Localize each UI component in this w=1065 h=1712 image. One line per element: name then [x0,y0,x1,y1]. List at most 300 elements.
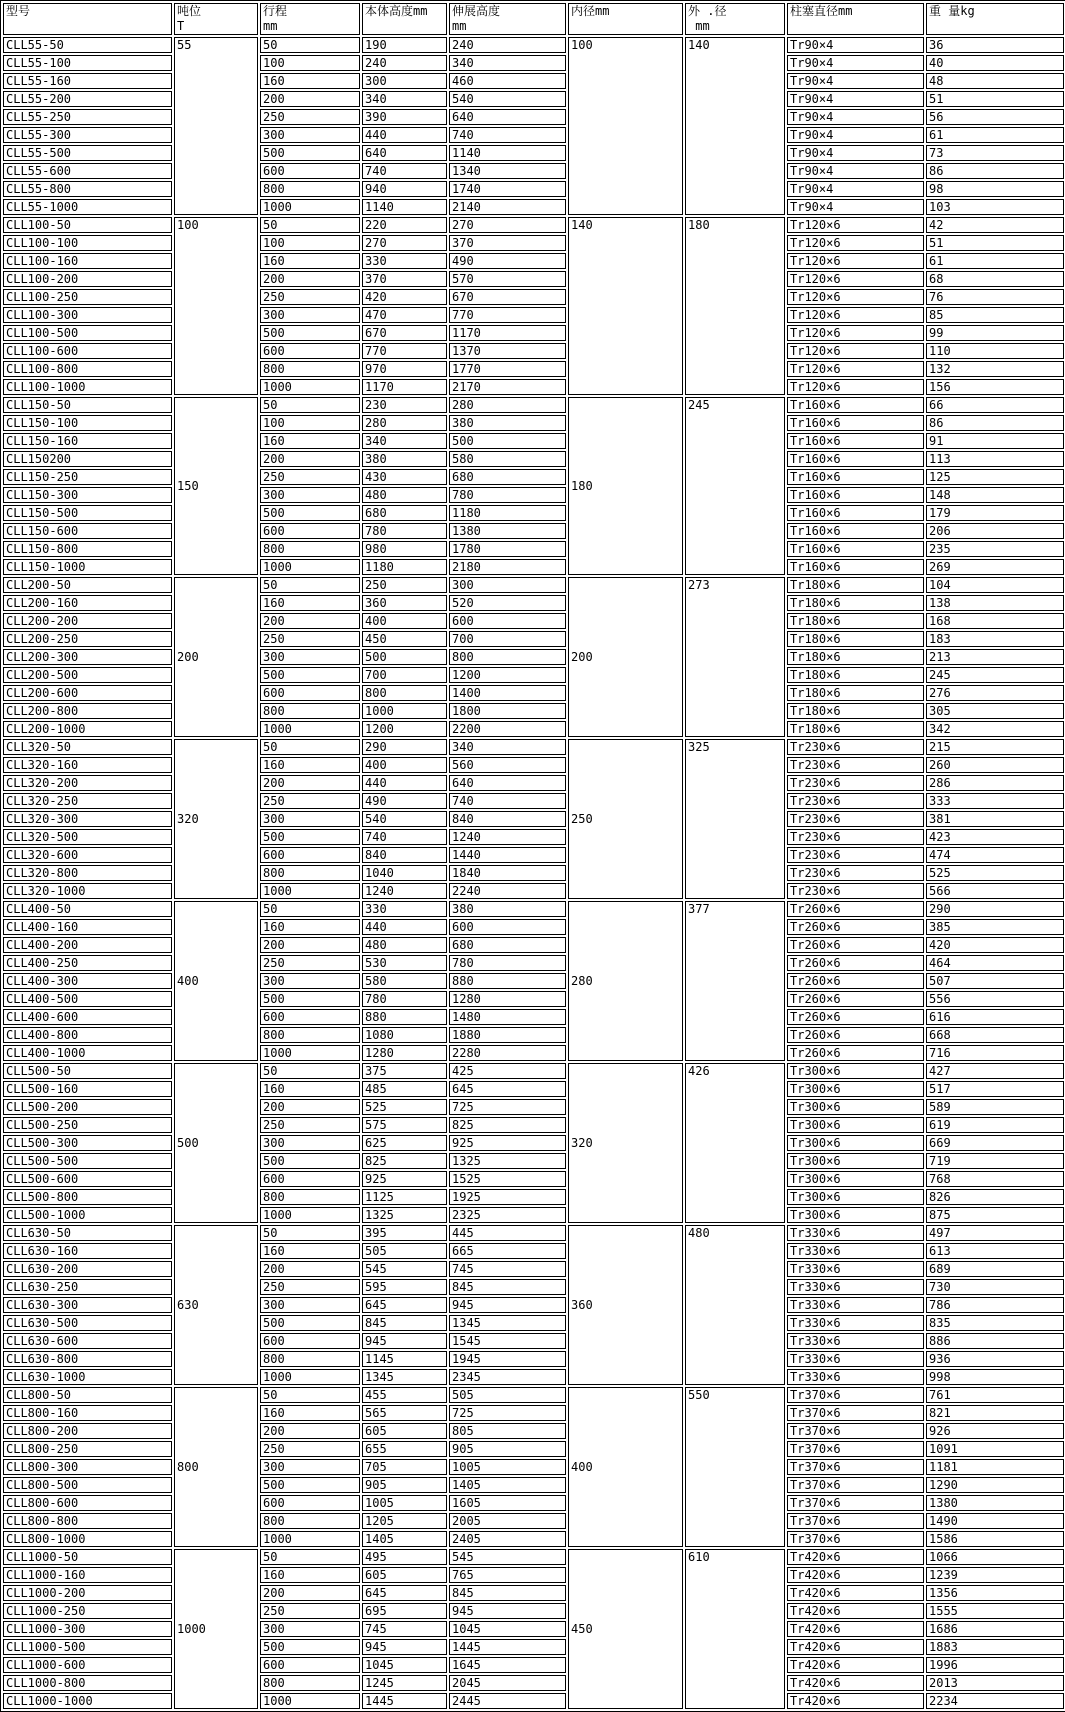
cell-weight: 1686 [926,1621,1064,1637]
table-row [3,1549,1064,1565]
column-header-tonnage-line: 吨位 [177,4,202,18]
cell-weight: 761 [926,1387,1064,1403]
cell-model: CLL500-1000 [3,1207,172,1223]
cell-plunger-diameter: Tr300×6 [787,1189,924,1205]
column-header-plunger-diameter [787,3,924,35]
cell-body-height: 400 [362,757,447,773]
cell-weight: 835 [926,1315,1064,1331]
cell-extended-height: 2170 [449,379,566,395]
cell-weight: 669 [926,1135,1064,1151]
cell-stroke: 250 [260,469,360,485]
cell-body-height: 1245 [362,1675,447,1691]
cell-plunger-diameter: Tr230×6 [787,775,924,791]
cell-extended-height: 1200 [449,667,566,683]
cell-plunger-diameter: Tr330×6 [787,1297,924,1313]
cell-plunger-diameter: Tr180×6 [787,613,924,629]
cell-weight: 260 [926,757,1064,773]
cell-weight: 179 [926,505,1064,521]
cell-model: CLL150-50 [3,397,172,413]
cell-weight: 51 [926,91,1064,107]
cell-plunger-diameter: Tr330×6 [787,1369,924,1385]
cell-weight: 875 [926,1207,1064,1223]
table-row [3,829,1064,845]
cell-model: CLL320-800 [3,865,172,881]
table-row [3,1297,1064,1313]
cell-body-height: 360 [362,595,447,611]
table-row [3,793,1064,809]
cell-stroke: 160 [260,1405,360,1421]
cell-model: CLL55-250 [3,109,172,125]
cell-extended-height: 1170 [449,325,566,341]
cell-model: CLL200-50 [3,577,172,593]
cell-extended-height: 240 [449,37,566,53]
table-row [3,271,1064,287]
cell-model: CLL1000-50 [3,1549,172,1565]
table-body [3,37,1064,1709]
cell-weight: 290 [926,901,1064,917]
table-row [3,919,1064,935]
table-row [3,1009,1064,1025]
cell-weight: 556 [926,991,1064,1007]
cell-model: CLL630-800 [3,1351,172,1367]
cell-weight: 381 [926,811,1064,827]
cell-stroke: 300 [260,487,360,503]
cell-body-height: 845 [362,1315,447,1331]
cell-plunger-diameter: Tr90×4 [787,109,924,125]
cell-extended-height: 2445 [449,1693,566,1709]
cell-body-height: 455 [362,1387,447,1403]
cell-stroke: 600 [260,1495,360,1511]
cell-body-height: 1140 [362,199,447,215]
table-row [3,991,1064,1007]
cell-stroke: 1000 [260,1693,360,1709]
cell-body-height: 970 [362,361,447,377]
cell-plunger-diameter: Tr120×6 [787,253,924,269]
table-row [3,1531,1064,1547]
cell-model: CLL400-50 [3,901,172,917]
cell-plunger-diameter: Tr420×6 [787,1621,924,1637]
cell-weight: 497 [926,1225,1064,1241]
cell-stroke: 800 [260,181,360,197]
cell-model: CLL500-250 [3,1117,172,1133]
cell-plunger-diameter: Tr330×6 [787,1351,924,1367]
cell-model: CLL150-300 [3,487,172,503]
cell-body-height: 1170 [362,379,447,395]
table-row [3,1603,1064,1619]
cell-stroke: 600 [260,343,360,359]
cell-body-height: 250 [362,577,447,593]
cell-plunger-diameter: Tr370×6 [787,1513,924,1529]
cell-model: CLL55-600 [3,163,172,179]
table-row [3,631,1064,647]
cell-stroke: 250 [260,289,360,305]
cell-outer-diameter: 426 [685,1063,785,1223]
table-row [3,1153,1064,1169]
cell-weight: 423 [926,829,1064,845]
cell-plunger-diameter: Tr330×6 [787,1333,924,1349]
cell-body-height: 640 [362,145,447,161]
cell-outer-diameter: 480 [685,1225,785,1385]
cell-plunger-diameter: Tr90×4 [787,145,924,161]
column-header-weight-line: 重 量kg [929,4,975,18]
cell-model: CLL630-300 [3,1297,172,1313]
cell-model: CLL500-200 [3,1099,172,1115]
cell-extended-height: 500 [449,433,566,449]
cell-plunger-diameter: Tr120×6 [787,343,924,359]
cell-model: CLL150-160 [3,433,172,449]
cell-extended-height: 1240 [449,829,566,845]
cell-extended-height: 1525 [449,1171,566,1187]
cell-weight: 616 [926,1009,1064,1025]
cell-inner-diameter: 450 [568,1549,683,1709]
cell-weight: 2234 [926,1693,1064,1709]
cell-extended-height: 1945 [449,1351,566,1367]
cell-body-height: 440 [362,919,447,935]
cell-extended-height: 560 [449,757,566,773]
cell-model: CLL55-160 [3,73,172,89]
cell-extended-height: 1405 [449,1477,566,1493]
column-header-outer-diameter-line: mm [688,19,710,33]
cell-weight: 245 [926,667,1064,683]
table-row [3,1315,1064,1331]
cell-body-height: 240 [362,55,447,71]
cell-weight: 333 [926,793,1064,809]
cell-plunger-diameter: Tr230×6 [787,739,924,755]
cell-model: CLL100-800 [3,361,172,377]
cell-extended-height: 770 [449,307,566,323]
cell-stroke: 200 [260,613,360,629]
cell-extended-height: 580 [449,451,566,467]
cell-inner-diameter: 180 [568,397,683,575]
cell-stroke: 500 [260,325,360,341]
column-header-model [3,3,172,35]
column-header-outer-diameter-line: 外 .径 [688,4,727,18]
cell-body-height: 1280 [362,1045,447,1061]
cell-body-height: 1445 [362,1693,447,1709]
cell-plunger-diameter: Tr300×6 [787,1117,924,1133]
cell-weight: 768 [926,1171,1064,1187]
table-row [3,811,1064,827]
cell-model: CLL320-600 [3,847,172,863]
cell-extended-height: 645 [449,1081,566,1097]
cell-stroke: 600 [260,1009,360,1025]
cell-stroke: 1000 [260,379,360,395]
cell-stroke: 300 [260,811,360,827]
cell-model: CLL55-200 [3,91,172,107]
column-header-outer-diameter [685,3,785,35]
cell-extended-height: 740 [449,127,566,143]
cell-tonnage: 500 [174,1063,258,1223]
cell-stroke: 500 [260,505,360,521]
cell-model: CLL800-200 [3,1423,172,1439]
table-row [3,397,1064,413]
cell-plunger-diameter: Tr370×6 [787,1441,924,1457]
cell-weight: 619 [926,1117,1064,1133]
cell-tonnage: 630 [174,1225,258,1385]
cell-body-height: 695 [362,1603,447,1619]
table-row [3,1693,1064,1709]
cell-extended-height: 1445 [449,1639,566,1655]
cell-model: CLL400-1000 [3,1045,172,1061]
cell-body-height: 370 [362,271,447,287]
cell-body-height: 280 [362,415,447,431]
cell-body-height: 1005 [362,1495,447,1511]
cell-body-height: 770 [362,343,447,359]
cell-plunger-diameter: Tr230×6 [787,829,924,845]
cell-tonnage: 800 [174,1387,258,1547]
cell-model: CLL800-160 [3,1405,172,1421]
cell-weight: 517 [926,1081,1064,1097]
cell-inner-diameter: 200 [568,577,683,737]
column-header-stroke-line: mm [263,19,278,33]
cell-plunger-diameter: Tr420×6 [787,1603,924,1619]
cell-weight: 1066 [926,1549,1064,1565]
cell-body-height: 340 [362,91,447,107]
cell-body-height: 505 [362,1243,447,1259]
cell-extended-height: 370 [449,235,566,251]
cell-model: CLL100-250 [3,289,172,305]
cell-stroke: 1000 [260,883,360,899]
cell-body-height: 645 [362,1585,447,1601]
cell-model: CLL150-250 [3,469,172,485]
cell-plunger-diameter: Tr330×6 [787,1279,924,1295]
cell-model: CLL320-300 [3,811,172,827]
cell-body-height: 645 [362,1297,447,1313]
cell-stroke: 50 [260,397,360,413]
cell-weight: 1356 [926,1585,1064,1601]
cell-extended-height: 570 [449,271,566,287]
cell-extended-height: 680 [449,469,566,485]
cell-model: CLL320-1000 [3,883,172,899]
cell-stroke: 600 [260,523,360,539]
cell-plunger-diameter: Tr90×4 [787,91,924,107]
cell-body-height: 880 [362,1009,447,1025]
cell-inner-diameter: 140 [568,217,683,395]
cell-plunger-diameter: Tr300×6 [787,1153,924,1169]
cell-plunger-diameter: Tr420×6 [787,1567,924,1583]
cell-model: CLL400-800 [3,1027,172,1043]
cell-stroke: 100 [260,55,360,71]
cell-stroke: 250 [260,955,360,971]
cell-plunger-diameter: Tr370×6 [787,1477,924,1493]
cell-plunger-diameter: Tr260×6 [787,901,924,917]
cell-plunger-diameter: Tr90×4 [787,73,924,89]
cell-plunger-diameter: Tr370×6 [787,1423,924,1439]
cell-weight: 235 [926,541,1064,557]
cell-extended-height: 1800 [449,703,566,719]
column-header-plunger-diameter-line: 柱塞直径mm [790,4,853,18]
cell-plunger-diameter: Tr180×6 [787,667,924,683]
cell-stroke: 800 [260,1675,360,1691]
cell-extended-height: 340 [449,739,566,755]
cell-model: CLL100-160 [3,253,172,269]
cell-extended-height: 2345 [449,1369,566,1385]
cell-extended-height: 640 [449,109,566,125]
cell-stroke: 200 [260,1585,360,1601]
table-row [3,973,1064,989]
cell-plunger-diameter: Tr230×6 [787,757,924,773]
cell-model: CLL150-500 [3,505,172,521]
cell-stroke: 800 [260,865,360,881]
cell-body-height: 270 [362,235,447,251]
cell-extended-height: 780 [449,487,566,503]
cell-body-height: 230 [362,397,447,413]
cell-model: CLL55-100 [3,55,172,71]
cell-plunger-diameter: Tr90×4 [787,181,924,197]
cell-stroke: 160 [260,1243,360,1259]
table-row [3,775,1064,791]
cell-body-height: 605 [362,1423,447,1439]
table-row [3,433,1064,449]
cell-inner-diameter: 400 [568,1387,683,1547]
cell-weight: 156 [926,379,1064,395]
cell-plunger-diameter: Tr120×6 [787,361,924,377]
cell-stroke: 250 [260,109,360,125]
cell-plunger-diameter: Tr90×4 [787,37,924,53]
cell-stroke: 250 [260,631,360,647]
cell-model: CLL500-160 [3,1081,172,1097]
cell-weight: 103 [926,199,1064,215]
cell-model: CLL400-200 [3,937,172,953]
cell-stroke: 160 [260,433,360,449]
table-row [3,1333,1064,1349]
cell-extended-height: 1440 [449,847,566,863]
table-row [3,361,1064,377]
table-row [3,1351,1064,1367]
table-row [3,505,1064,521]
table-row [3,37,1064,53]
cell-model: CLL500-500 [3,1153,172,1169]
cell-extended-height: 505 [449,1387,566,1403]
cell-model: CLL630-500 [3,1315,172,1331]
cell-model: CLL500-50 [3,1063,172,1079]
cell-weight: 269 [926,559,1064,575]
cell-plunger-diameter: Tr300×6 [787,1171,924,1187]
cell-inner-diameter: 100 [568,37,683,215]
cell-extended-height: 2325 [449,1207,566,1223]
cell-body-height: 430 [362,469,447,485]
cell-extended-height: 945 [449,1297,566,1313]
table-row [3,73,1064,89]
cell-weight: 385 [926,919,1064,935]
cell-weight: 56 [926,109,1064,125]
cell-extended-height: 945 [449,1603,566,1619]
cell-extended-height: 1480 [449,1009,566,1025]
cell-weight: 1586 [926,1531,1064,1547]
cell-weight: 276 [926,685,1064,701]
cell-body-height: 545 [362,1261,447,1277]
cell-extended-height: 270 [449,217,566,233]
cell-body-height: 705 [362,1459,447,1475]
cell-weight: 86 [926,163,1064,179]
cell-stroke: 100 [260,415,360,431]
cell-stroke: 160 [260,1567,360,1583]
cell-extended-height: 745 [449,1261,566,1277]
cell-stroke: 250 [260,1117,360,1133]
cell-weight: 668 [926,1027,1064,1043]
cell-extended-height: 1780 [449,541,566,557]
cell-body-height: 840 [362,847,447,863]
cell-model: CLL200-250 [3,631,172,647]
table-row [3,1495,1064,1511]
cell-extended-height: 300 [449,577,566,593]
cell-body-height: 480 [362,937,447,953]
cell-extended-height: 380 [449,415,566,431]
cell-stroke: 1000 [260,1369,360,1385]
cell-body-height: 670 [362,325,447,341]
cell-model: CLL150-800 [3,541,172,557]
cell-extended-height: 825 [449,1117,566,1133]
cell-stroke: 500 [260,1153,360,1169]
cell-body-height: 780 [362,523,447,539]
cell-plunger-diameter: Tr260×6 [787,991,924,1007]
cell-weight: 719 [926,1153,1064,1169]
cell-plunger-diameter: Tr230×6 [787,847,924,863]
cell-model: CLL320-160 [3,757,172,773]
cell-inner-diameter: 360 [568,1225,683,1385]
cell-body-height: 290 [362,739,447,755]
column-header-tonnage-line: T [177,19,185,33]
cell-weight: 613 [926,1243,1064,1259]
cell-body-height: 190 [362,37,447,53]
cell-plunger-diameter: Tr420×6 [787,1657,924,1673]
cell-plunger-diameter: Tr180×6 [787,703,924,719]
cell-tonnage: 400 [174,901,258,1061]
cell-plunger-diameter: Tr160×6 [787,397,924,413]
cell-weight: 507 [926,973,1064,989]
cell-plunger-diameter: Tr160×6 [787,505,924,521]
cell-stroke: 600 [260,847,360,863]
cell-extended-height: 600 [449,613,566,629]
cell-body-height: 440 [362,775,447,791]
cell-plunger-diameter: Tr160×6 [787,433,924,449]
cell-model: CLL500-800 [3,1189,172,1205]
table-row [3,1207,1064,1223]
cell-plunger-diameter: Tr370×6 [787,1495,924,1511]
cell-weight: 85 [926,307,1064,323]
cell-inner-diameter: 280 [568,901,683,1061]
table-row [3,901,1064,917]
cell-model: CLL100-100 [3,235,172,251]
cell-stroke: 800 [260,1513,360,1529]
cell-extended-height: 740 [449,793,566,809]
column-header-body-height [362,3,447,35]
cell-plunger-diameter: Tr370×6 [787,1387,924,1403]
cell-stroke: 800 [260,541,360,557]
table-row [3,451,1064,467]
cell-plunger-diameter: Tr300×6 [787,1099,924,1115]
cell-model: CLL630-250 [3,1279,172,1295]
cell-stroke: 300 [260,973,360,989]
cell-stroke: 300 [260,649,360,665]
cell-body-height: 1205 [362,1513,447,1529]
cell-plunger-diameter: Tr120×6 [787,271,924,287]
cell-stroke: 50 [260,1549,360,1565]
cell-extended-height: 1180 [449,505,566,521]
cell-inner-diameter: 320 [568,1063,683,1223]
cell-body-height: 300 [362,73,447,89]
cell-plunger-diameter: Tr120×6 [787,307,924,323]
cell-body-height: 1145 [362,1351,447,1367]
cell-stroke: 50 [260,1063,360,1079]
cell-body-height: 605 [362,1567,447,1583]
table-row [3,1225,1064,1241]
cell-model: CLL1000-300 [3,1621,172,1637]
header-row [3,3,1064,35]
cell-extended-height: 280 [449,397,566,413]
cell-stroke: 160 [260,595,360,611]
cell-extended-height: 490 [449,253,566,269]
